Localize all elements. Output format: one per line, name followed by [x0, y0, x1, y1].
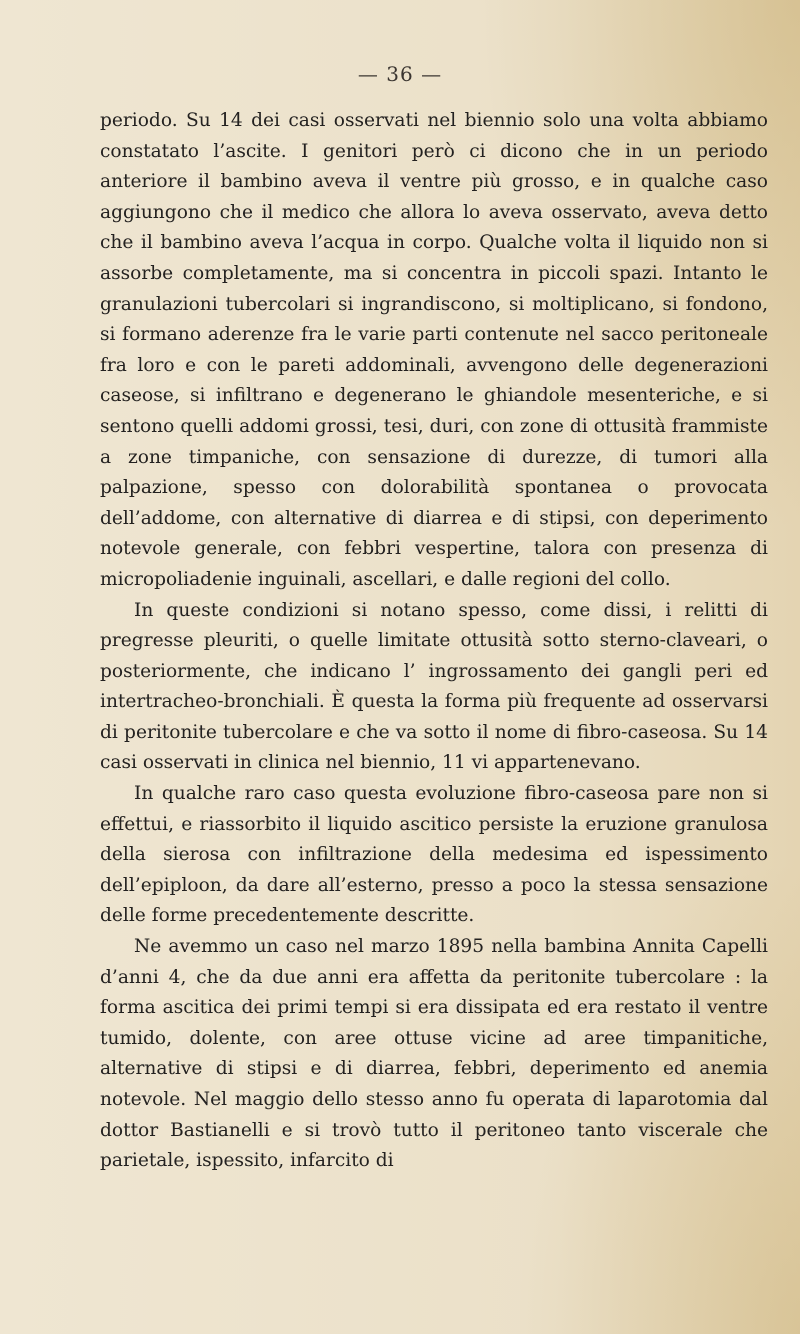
paragraph-2: In queste condizioni si notano spesso, come dissi, i relitti di pregresse pleuriti, o quelle limitate ottusità sotto sterno-claveari, o posteriormente, che indicano l’ ingrossamento dei gangli peri ed intertracheo-bronchiali. È questa la forma più frequente ad osservarsi di peritonite tubercolare e che va sotto il nome di fibro-caseosa. Su 14 casi osservati in clinica nel biennio, 11 vi appartenevano.: [100, 599, 768, 774]
paragraph-4: Ne avemmo un caso nel marzo 1895 nella bambina Annita Capelli d’anni 4, che da due anni era affetta da peritonite tubercolare : la forma ascitica dei primi tempi si era dissipata ed era restato il ventre tumido, dolente, con aree ottuse vicine ad aree timpanitiche, alternative di stipsi e di diarrea, febbri, deperimento ed anemia notevole. Nel maggio dello stesso anno fu operata di laparotomia dal dottor Bastianelli e si trovò tutto il peritoneo tanto viscerale che parietale, ispessito, infarcito di: [100, 936, 768, 1172]
body-text: [100, 106, 768, 1177]
page-number: — 36 —: [357, 62, 443, 86]
paragraph-3: In qualche raro caso questa evoluzione fibro-caseosa pare non si effettui, e riassorbito il liquido ascitico persiste la eruzione granulosa della sierosa con infiltrazione della medesima ed ispessimento dell’epiploon, da dare all’esterno, presso a poco la stessa sensazione delle forme precedentemente descritte.: [100, 783, 768, 927]
paragraph-1: periodo. Su 14 dei casi osservati nel biennio solo una volta abbiamo constatato l’ascite. I genitori però ci dicono che in un periodo anteriore il bambino aveva il ventre più grosso, e in qualche caso aggiungono che il medico che allora lo aveva osservato, aveva detto che il bambino aveva l’acqua in corpo. Qualche volta il liquido non si assorbe completamente, ma si concentra in piccoli spazi. Intanto le granulazioni tubercolari si ingrandiscono, si moltiplicano, si fondono, si formano aderenze fra le varie parti contenute nel sacco peritoneale fra loro e con le pareti addominali, avvengono delle degenerazioni caseose, si infiltrano e degenerano le ghiandole mesenteriche, e si sentono quelli addomi grossi, tesi, duri, con zone di ottusità frammiste a zone timpaniche, con sensazione di durezze, di tumori alla palpazione, spesso con dolorabilità spontanea o provocata dell’addome, con alternative di diarrea e di stipsi, con deperimento notevole generale, con febbri vespertine, talora con presenza di micropoliadenie inguinali, ascellari, e dalle regioni del collo.: [100, 110, 768, 590]
